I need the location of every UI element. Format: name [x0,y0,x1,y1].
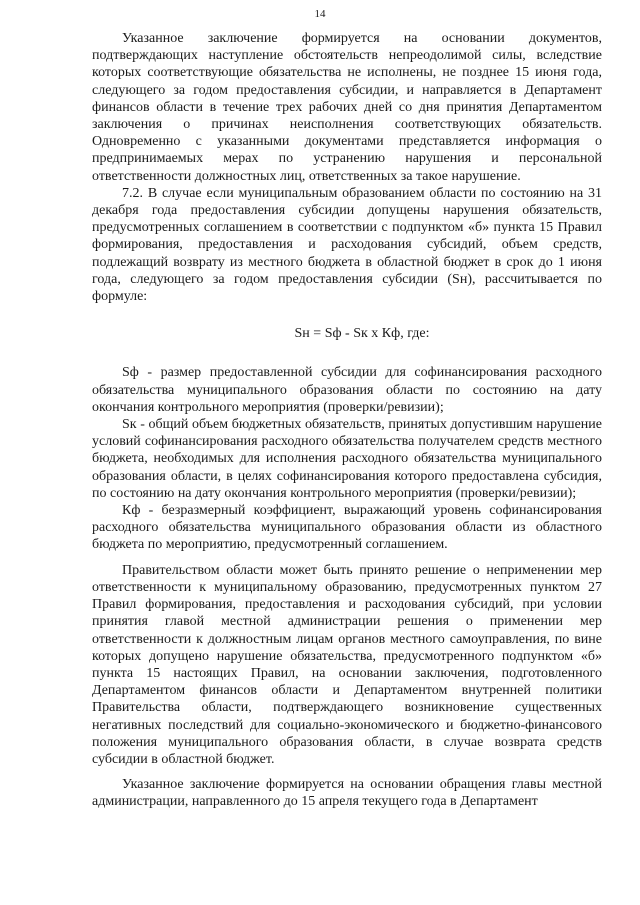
page-number: 14 [314,8,326,20]
paragraph-conclusion-force-majeure: Указанное заключение формируется на основании документов, подтверждающих наступление обстоятельств непреодолимой силы, вследствие которых соответствующие обязательства не исполнены, не позднее 15 июня года, следующего за годом предоставления субсидии, и направляется в Департамент финансов области в течение трех рабочих дней со дня принятия Департаментом заключения о причинах неисполнения соответствующих обязательств. Одновременно с указанными документами представляется информация о предпринимаемых мерах по устранению нарушения и персональной ответственности должностных лиц, ответственных за такое нарушение. [92,31,602,184]
formula: Sн = Sф - Sк х Кф, где: [294,326,430,342]
paragraph-conclusion-appeal: Указанное заключение формируется на основании обращения главы местной администрации, направленного до 15 апреля текущего года в Департамент [92,777,602,810]
definition-sk: Sк - общий объем бюджетных обязательств, принятых допустившим нарушение условий софинансирования расходного обязательства получателем средств местного бюджета, необходимых для исполнения расходного обязательства муниципального образования области, в целях софинансирования которого предоставлена субсидия, по состоянию на дату окончания контрольного мероприятия (проверки/ревизии); [92,417,602,501]
paragraph-government-decision: Правительством области может быть принято решение о неприменении мер ответственности к муниципальному образованию, предусмотренных пунктом 27 Правил формирования, предоставления и расходования субсидий, при условии принятия главой местной администрации решения о применении мер ответственности к должностным лицам органов местного самоуправления, по вине которых допущено нарушение обязательства, предусмотренного подпунктом «б» пункта 15 настоящих Правил, на основании заключения, подготовленного Департаментом финансов области и Департаментом внутренней политики Правительства области, подтверждающего возникновение существенных негативных последствий для социально-экономического и бюджетно-финансового положения муниципального образования области, в случае возврата средств субсидии в областной бюджет. [92,562,602,767]
document-body [92,30,602,811]
definition-sf: Sф - размер предоставленной субсидии для софинансирования расходного обязательства муниципального образования области по состоянию на дату окончания контрольного мероприятия (проверки/ревизии); [92,365,602,415]
paragraph-7-2: 7.2. В случае если муниципальным образованием области по состоянию на 31 декабря года предоставления субсидии допущены нарушения обязательств, предусмотренных соглашением в соответствии с подпунктом «б» пункта 15 Правил формирования, предоставления и расходования субсидий, объем средств, подлежащий возврату из местного бюджета в областной бюджет в срок до 1 июня года, следующего за годом предоставления субсидии (Sн), рассчитывается по формуле: [92,185,602,305]
definition-kf: Кф - безразмерный коэффициент, выражающий уровень софинансирования расходного обязательства муниципального образования области из областного бюджета по мероприятию, предусмотренный соглашением. [92,503,602,553]
